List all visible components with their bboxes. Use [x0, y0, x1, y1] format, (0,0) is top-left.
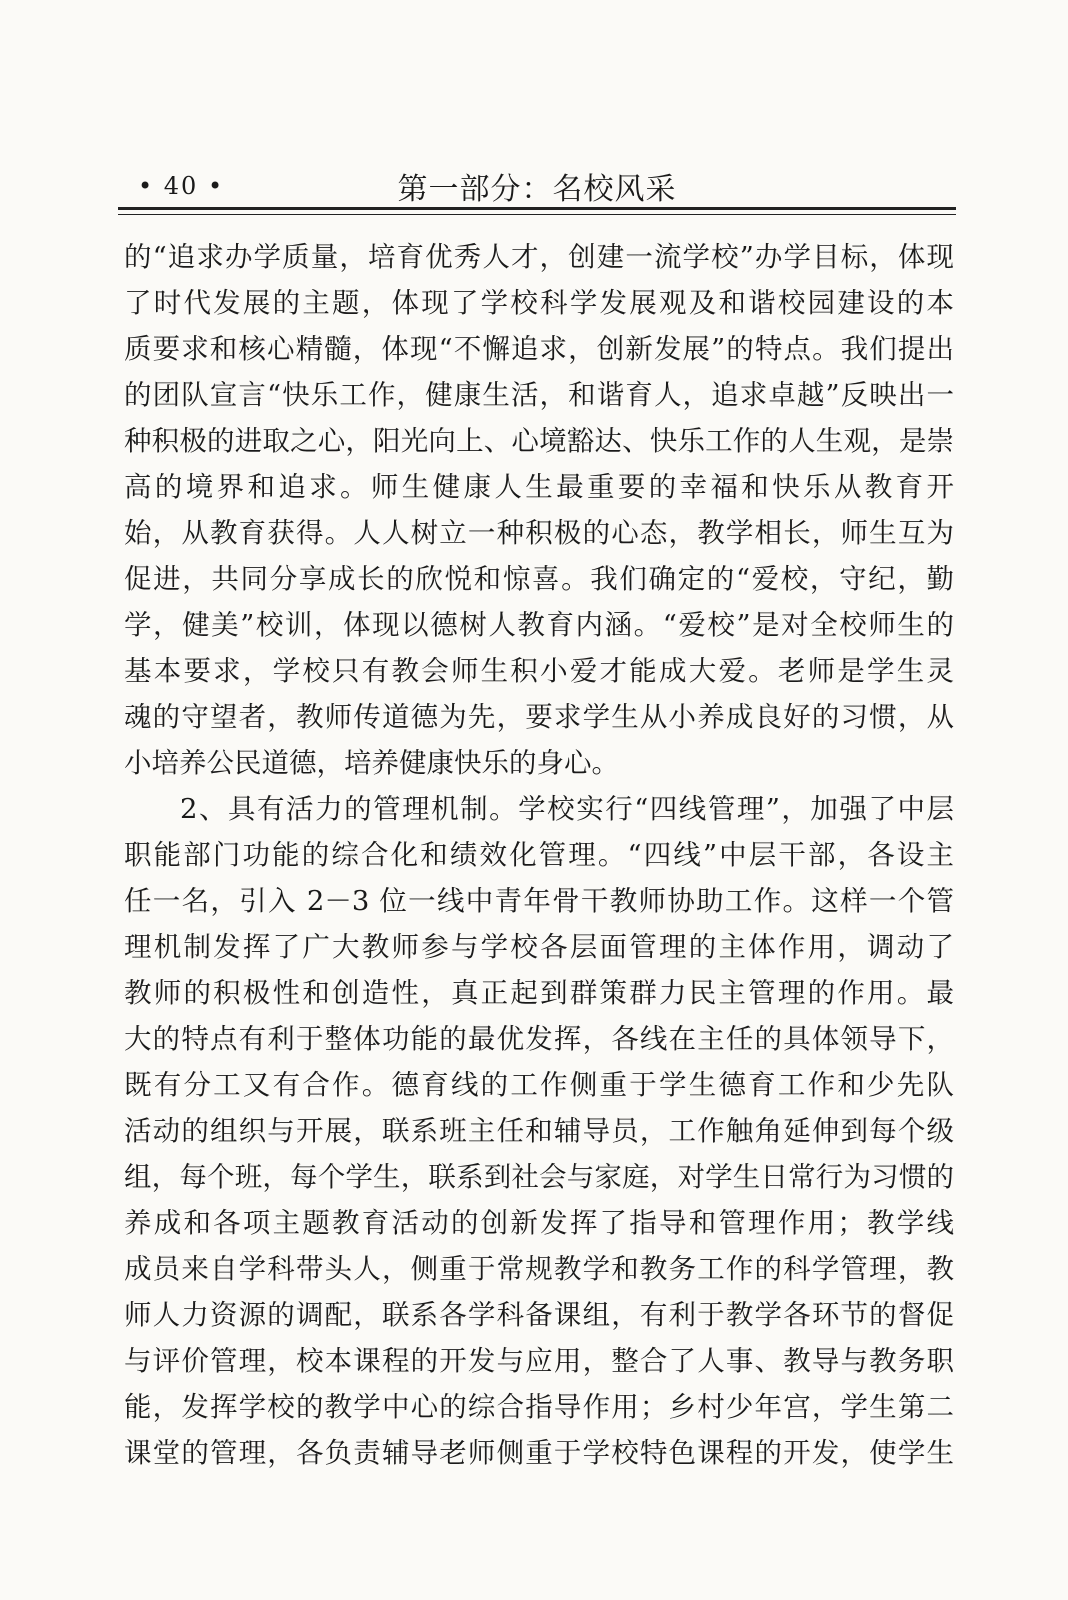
text-line: 能，发挥学校的教学中心的综合指导作用；乡村少年宫，学生第二 [124, 1391, 954, 1423]
header-rule-thin [118, 214, 956, 215]
text-line: 师人力资源的调配，联系各学科备课组，有利于教学各环节的督促 [124, 1299, 954, 1331]
text-line: 学，健美”校训，体现以德树人教育内涵。“爱校”是对全校师生的 [124, 609, 954, 641]
text-line: 质要求和核心精髓，体现“不懈追求，创新发展”的特点。我们提出 [124, 333, 954, 365]
text-line: 教师的积极性和创造性，真正起到群策群力民主管理的作用。最 [124, 977, 954, 1009]
header-rule-thick [118, 207, 956, 210]
text-line: 既有分工又有合作。德育线的工作侧重于学生德育工作和少先队 [124, 1069, 954, 1101]
text-line: 大的特点有利于整体功能的最优发挥，各线在主任的具体领导下， [124, 1023, 954, 1055]
text-line: 任一名，引入 2－3 位一线中青年骨干教师协助工作。这样一个管 [124, 885, 954, 917]
text-line: 高的境界和追求。师生健康人生最重要的幸福和快乐从教育开 [124, 471, 954, 503]
text-line: 组，每个班，每个学生，联系到社会与家庭，对学生日常行为习惯的 [124, 1161, 954, 1193]
paragraph-first-line: 2、具有活力的管理机制。学校实行“四线管理”，加强了中层 [180, 793, 954, 825]
text-line: 的“追求办学质量，培育优秀人才，创建一流学校”办学目标，体现 [124, 241, 954, 273]
text-line: 职能部门功能的综合化和绩效化管理。“四线”中层干部，各设主 [124, 839, 954, 871]
text-line: 种积极的进取之心，阳光向上、心境豁达、快乐工作的人生观，是崇 [124, 425, 954, 457]
text-line: 活动的组织与开展，联系班主任和辅导员，工作触角延伸到每个级 [124, 1115, 954, 1147]
page-header [118, 160, 956, 210]
text-line: 始，从教育获得。人人树立一种积极的心态，教学相长，师生互为 [124, 517, 954, 549]
page-number: • 40 • [138, 172, 225, 200]
text-line: 养成和各项主题教育活动的创新发挥了指导和管理作用；教学线 [124, 1207, 954, 1239]
body-text [124, 234, 954, 1476]
text-line: 基本要求，学校只有教会师生积小爱才能成大爱。老师是学生灵 [124, 655, 954, 687]
text-line: 成员来自学科带头人，侧重于常规教学和教务工作的科学管理，教 [124, 1253, 954, 1285]
text-line: 理机制发挥了广大教师参与学校各层面管理的主体作用，调动了 [124, 931, 954, 963]
text-line: 魂的守望者，教师传道德为先，要求学生从小养成良好的习惯，从 [124, 701, 954, 733]
text-line: 课堂的管理，各负责辅导老师侧重于学校特色课程的开发，使学生 [124, 1437, 954, 1469]
text-line: 与评价管理，校本课程的开发与应用，整合了人事、教导与教务职 [124, 1345, 954, 1377]
section-title: 第一部分：名校风采 [397, 172, 677, 207]
text-line: 了时代发展的主题，体现了学校科学发展观及和谐校园建设的本 [124, 287, 954, 319]
text-line: 小培养公民道德，培养健康快乐的身心。 [124, 747, 619, 779]
text-line: 促进，共同分享成长的欣悦和惊喜。我们确定的“爱校，守纪，勤 [124, 563, 954, 595]
text-line: 的团队宣言“快乐工作，健康生活，和谐育人，追求卓越”反映出一 [124, 379, 954, 411]
